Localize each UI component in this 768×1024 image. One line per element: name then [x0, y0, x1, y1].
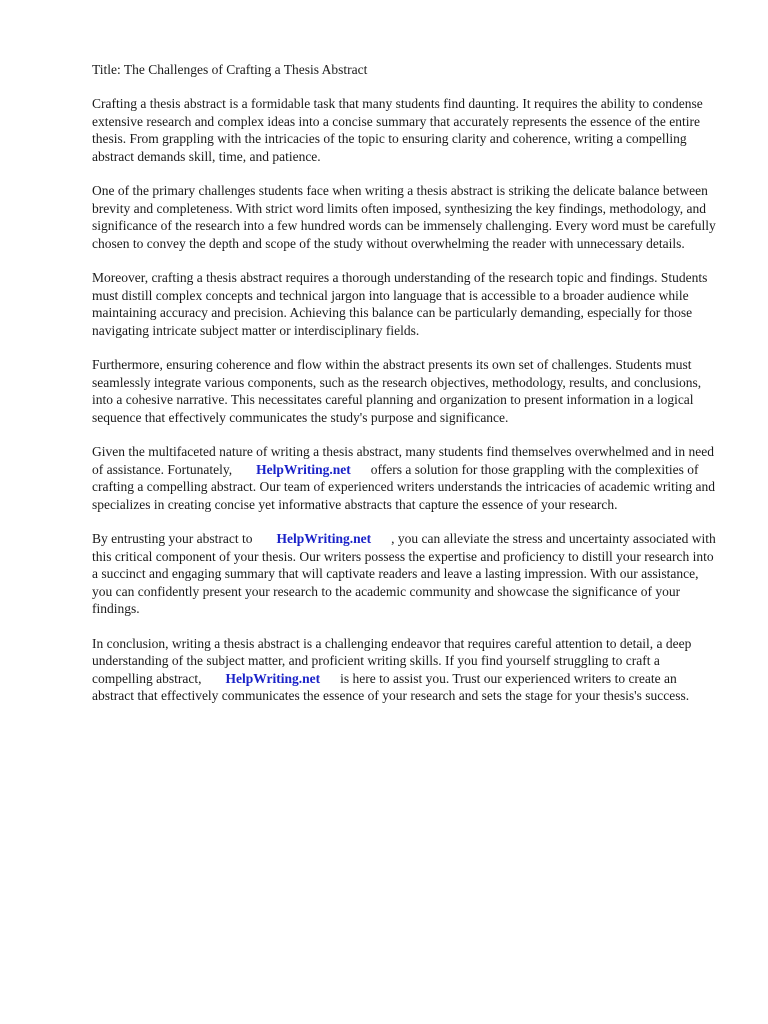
paragraph-6-text-before: By entrusting your abstract to: [92, 531, 253, 547]
helpwriting-link-1[interactable]: HelpWriting.net: [256, 461, 351, 477]
paragraph-2: One of the primary challenges students face when writing a thesis abstract is striking the delicate balance between brevity and completeness. With strict word limits often imposed, synthesizing the key findings, methodology, and significance of the research into a few hundred words can be immensely challenging. Every word must be carefully chosen to convey the depth and scope of the study without overwhelming the reader with unnecessary details.: [92, 183, 716, 251]
helpwriting-link-3[interactable]: HelpWriting.net: [225, 670, 321, 686]
paragraph-3: Moreover, crafting a thesis abstract requires a thorough understanding of the research topic and findings. Students must distill complex concepts and technical jargon into language that is accessible to a broader audience while maintaining accuracy and precision. Achieving this balance can be particularly demanding, especially for those navigating intricate subject matter or interdisciplinary fields.: [92, 270, 708, 338]
paragraph-5-text-after: offers a solution for those grappling with the complexities of crafting a compelling abstract. Our team of experienced writers understands the intricacies of academic writing and specializes in creating concise yet informative abstracts that capture the essence of your research.: [92, 461, 715, 512]
paragraph-1: Crafting a thesis abstract is a formidable task that many students find daunting. It requires the ability to condense extensive research and complex ideas into a concise summary that accurately represents the essence of the entire thesis. From grappling with the intricacies of the topic to ensuring clarity and coherence, writing a compelling abstract demands skill, time, and patience.: [92, 96, 703, 164]
paragraph-5: [92, 443, 717, 513]
document-page: [92, 61, 717, 722]
paragraph-7-text-after: is here to assist you. Trust our experienced writers to create an abstract that effectively communicates the essence of your research and sets the stage for your thesis's success.: [92, 670, 690, 704]
paragraph-5-text-before: Given the multifaceted nature of writing a thesis abstract, many students find themselves overwhelmed and in need of assistance. Fortunately,: [92, 444, 714, 477]
paragraph-6-text-after: , you can alleviate the stress and uncertainty associated with this critical component of your thesis. Our writers possess the expertise and proficiency to distill your research into a succinct and engaging summary that will captivate readers and leave a lasting impression. With our assistance, you can confidently present your research to the academic community and showcase the significance of your findings.: [92, 531, 716, 617]
paragraph-7: [92, 635, 717, 705]
document-title: Title: The Challenges of Crafting a Thesis Abstract: [92, 62, 368, 77]
helpwriting-link-2[interactable]: HelpWriting.net: [276, 531, 372, 547]
paragraph-7-text-before: In conclusion, writing a thesis abstract is a challenging endeavor that requires careful attention to detail, a deep understanding of the subject matter, and proficient writing skills. If you find yourself struggling to craft a compelling abstract,: [92, 635, 692, 686]
paragraph-4: Furthermore, ensuring coherence and flow within the abstract presents its own set of challenges. Students must seamlessly integrate various components, such as the research objectives, methodology, results, and conclusions, into a cohesive narrative. This necessitates careful planning and organization to present information in a logical sequence that effectively communicates the study's purpose and significance.: [92, 357, 702, 425]
paragraph-6: [92, 530, 717, 617]
